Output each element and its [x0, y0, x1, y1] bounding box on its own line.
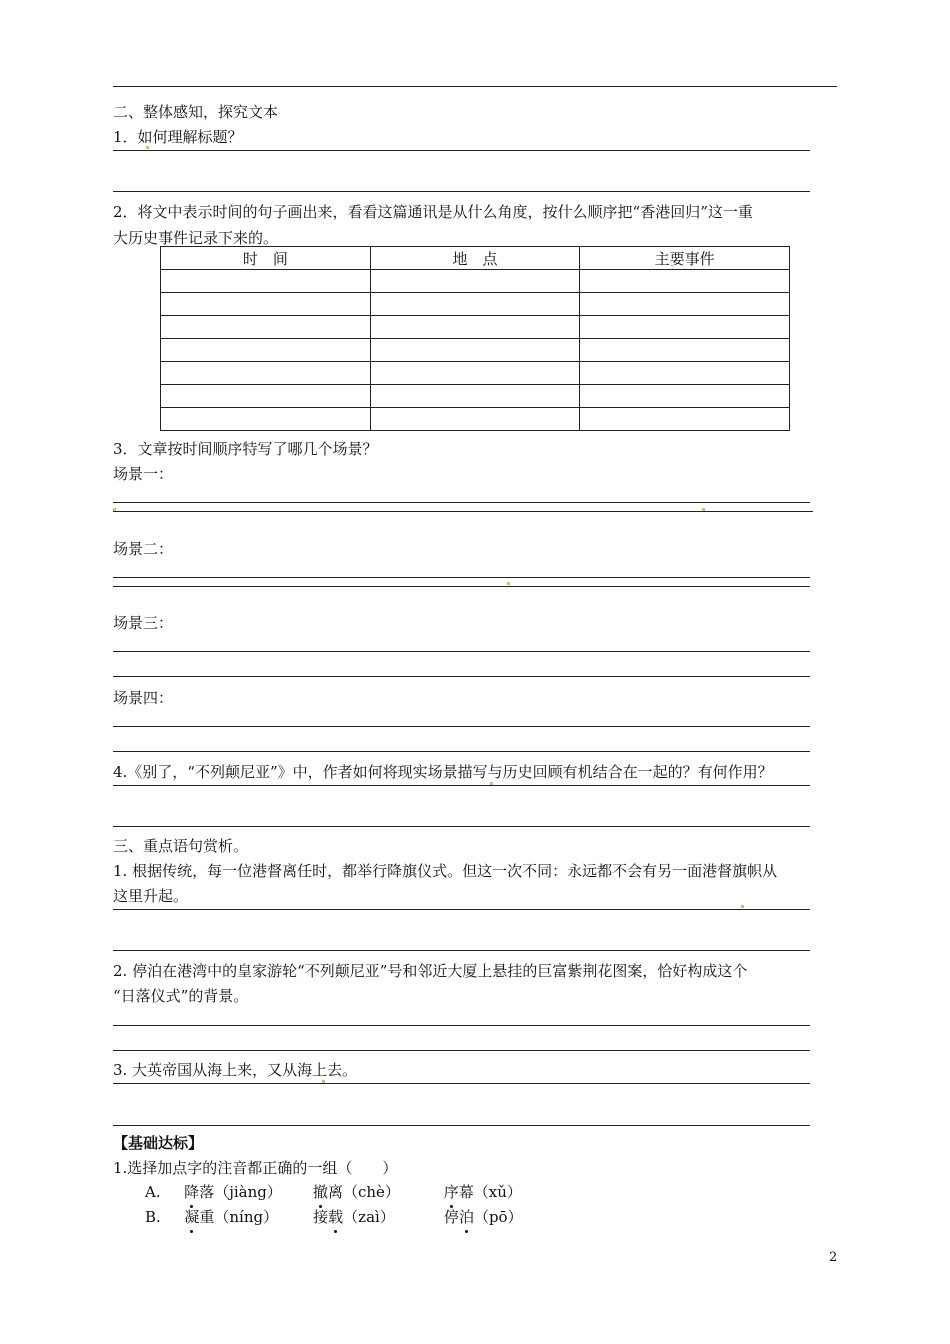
option-b[interactable]: [145, 1206, 523, 1227]
page-number: 2: [829, 1250, 838, 1265]
table-cell[interactable]: [370, 270, 580, 293]
answer-line: [113, 1025, 810, 1026]
table-row: [161, 316, 790, 339]
table-cell[interactable]: [370, 316, 580, 339]
table-cell[interactable]: [580, 408, 790, 431]
option-label: A.: [145, 1183, 161, 1201]
table-header-place: 地 点: [370, 247, 580, 270]
table-cell[interactable]: [370, 293, 580, 316]
option-label: B.: [145, 1208, 161, 1226]
table-cell[interactable]: [580, 270, 790, 293]
section3-heading: 三、重点语句赏析。: [113, 837, 249, 855]
answer-line: [113, 150, 810, 151]
basic-section-title: 【基础达标】: [113, 1134, 204, 1152]
margin-marker: [507, 582, 510, 585]
table-cell[interactable]: [580, 316, 790, 339]
answer-line: [113, 1050, 810, 1051]
answer-line: [113, 577, 810, 578]
answer-line: [113, 511, 813, 512]
table-cell[interactable]: [161, 408, 371, 431]
emphasis-char: 序: [443, 1183, 459, 1201]
table-header-row: [161, 247, 790, 270]
option-a[interactable]: [145, 1181, 522, 1202]
table-header-event: 主要事件: [580, 247, 790, 270]
table-row: [161, 339, 790, 362]
option-item: 接载（zaì）: [313, 1208, 395, 1226]
table-row: [161, 270, 790, 293]
emphasis-char: 降: [184, 1183, 200, 1201]
answer-line: [113, 726, 810, 727]
sentence-2-line2: “日落仪式”的背景。: [113, 987, 249, 1005]
table-cell[interactable]: [161, 270, 371, 293]
table-row: [161, 293, 790, 316]
sentence-2-line1: 2. 停泊在港湾中的皇家游轮“不列颠尼亚”号和邻近大厦上悬挂的巨富紫荆花图案，恰好构成这个: [113, 962, 748, 980]
answer-line: [113, 651, 810, 652]
emphasis-char: 撤: [312, 1183, 328, 1201]
answer-line: [113, 502, 810, 503]
answer-line: [113, 586, 810, 587]
table-cell[interactable]: [370, 339, 580, 362]
answer-line: [113, 1125, 810, 1126]
margin-marker: [146, 146, 149, 149]
section2-heading: 二、整体感知，探究文本: [113, 103, 279, 121]
option-item: 序幕（xǔ）: [443, 1183, 522, 1201]
table-cell[interactable]: [161, 316, 371, 339]
answer-line: [113, 909, 810, 910]
margin-marker: [741, 905, 744, 908]
question-4: 4.《别了，“不列颠尼亚”》中，作者如何将现实场景描写与历史回顾有机结合在一起的？有何作用？: [113, 763, 773, 781]
margin-marker: [702, 508, 705, 511]
table-cell[interactable]: [161, 339, 371, 362]
sentence-1-line2: 这里升起。: [113, 887, 189, 905]
header-rule: [113, 86, 837, 87]
table-cell[interactable]: [580, 339, 790, 362]
table-cell[interactable]: [161, 362, 371, 385]
table-cell[interactable]: [161, 385, 371, 408]
answer-line: [113, 785, 810, 786]
scene-3-label: 场景三：: [113, 614, 174, 632]
question-2-line2: 大历史事件记录下来的。: [113, 229, 279, 247]
answer-line: [113, 751, 810, 752]
answer-line: [113, 950, 810, 951]
table-cell[interactable]: [580, 385, 790, 408]
table-cell[interactable]: [370, 362, 580, 385]
option-item: 降落（jiàng）: [184, 1183, 282, 1201]
sentence-3: 3. 大英帝国从海上来，又从海上去。: [113, 1061, 358, 1079]
option-item: 凝重（níng）: [184, 1208, 279, 1226]
table-cell[interactable]: [580, 293, 790, 316]
basic-question-1: 1.选择加点字的注音都正确的一组（ ）: [113, 1159, 398, 1177]
answer-line: [113, 676, 810, 677]
margin-marker: [113, 508, 116, 511]
scene-2-label: 场景二：: [113, 540, 174, 558]
table-cell[interactable]: [370, 408, 580, 431]
table-cell[interactable]: [580, 362, 790, 385]
scene-4-label: 场景四：: [113, 689, 174, 707]
table-row: [161, 385, 790, 408]
sentence-1-line1: 1. 根据传统，每一位港督离任时，都举行降旗仪式。但这一次不同：永远都不会有另一面港督旗帜从: [113, 862, 778, 880]
table-row: [161, 362, 790, 385]
margin-marker: [490, 782, 493, 785]
answer-line: [113, 1083, 810, 1084]
emphasis-char: 凝: [184, 1208, 200, 1226]
table-cell[interactable]: [370, 385, 580, 408]
time-place-event-table: [160, 246, 790, 431]
table-row: [161, 408, 790, 431]
option-item: 停泊（pō）: [443, 1208, 523, 1226]
margin-marker: [322, 1080, 325, 1083]
answer-line: [113, 191, 810, 192]
scene-1-label: 场景一：: [113, 465, 174, 483]
answer-line: [113, 826, 810, 827]
question-3: 3．文章按时间顺序特写了哪几个场景？: [113, 440, 378, 458]
emphasis-char: 泊: [458, 1208, 474, 1226]
question-1: 1．如何理解标题？: [113, 128, 243, 146]
table-header-time: 时 间: [161, 247, 371, 270]
option-item: 撤离（chè）: [312, 1183, 400, 1201]
question-2-line1: 2．将文中表示时间的句子画出来，看看这篇通讯是从什么角度，按什么顺序把“香港回归”这一重: [113, 203, 753, 221]
table-cell[interactable]: [161, 293, 371, 316]
emphasis-char: 载: [328, 1208, 344, 1226]
